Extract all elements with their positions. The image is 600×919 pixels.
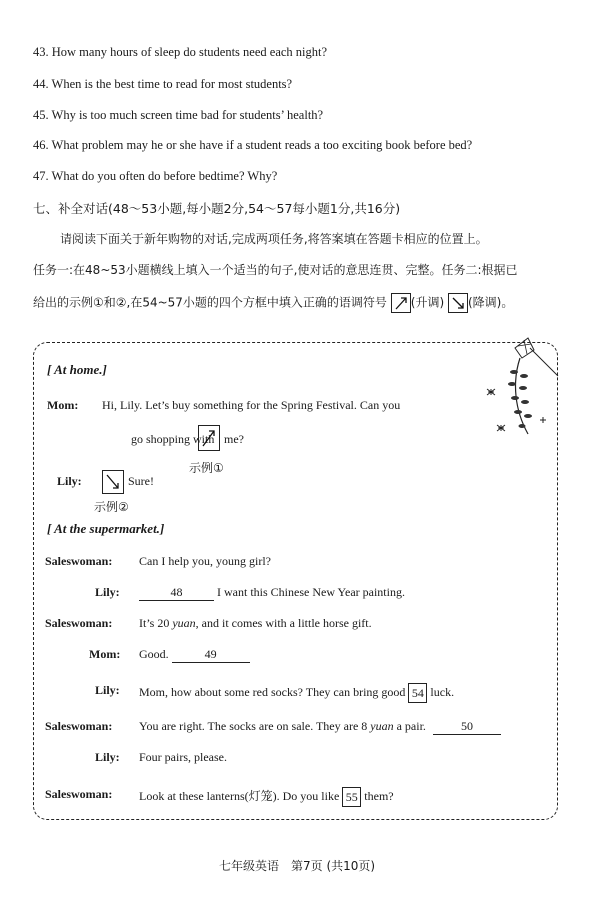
mom-line-3: Good. 49 xyxy=(139,647,250,663)
lily-sure: Sure! xyxy=(128,474,154,488)
example-rising-box xyxy=(198,425,220,451)
blank-50[interactable]: 50 xyxy=(433,719,501,735)
example-falling-box xyxy=(102,470,124,494)
question-44: 44. When is the best time to read for most students? xyxy=(33,77,293,91)
section-instruction-2: 任务一:在48~53小题横线上填入一个适当的句子,使对话的意思连贯、完整。任务二:根据已 xyxy=(33,263,518,277)
saleswoman-line-3: You are right. The socks are on sale. They are 8 yuan a pair. 50 xyxy=(139,719,501,735)
section-instruction-3: 给出的示例①和②,在54~57小题的四个方框中填入正确的语调符号 (升调) (降调)。 xyxy=(33,293,513,313)
speaker-saleswoman: Saleswoman: xyxy=(45,719,113,733)
mom-line-2: go shopping with xyxy=(131,432,215,446)
tone-box-54[interactable]: 54 xyxy=(408,683,427,703)
question-47: 47. What do you often do before bedtime? Why? xyxy=(33,169,278,183)
falling-tone-icon xyxy=(448,293,468,313)
section-title: 七、补全对话(48～53小题,每小题2分,54～57每小题1分,共16分) xyxy=(33,201,401,216)
mom-line-2-end: me? xyxy=(224,432,244,446)
rising-tone-icon xyxy=(199,426,219,450)
example-2-label: 示例② xyxy=(94,500,129,514)
speaker-lily: Lily: xyxy=(57,474,82,488)
saleswoman-line-2: It’s 20 yuan, and it comes with a little horse gift. xyxy=(139,616,372,630)
speaker-lily: Lily: xyxy=(95,585,120,599)
speaker-saleswoman: Saleswoman: xyxy=(45,554,113,568)
lily-line-3: Four pairs, please. xyxy=(139,750,227,764)
example-1-label: 示例① xyxy=(189,461,224,475)
saleswoman-line-4: Look at these lanterns(灯笼). Do you like 55 them? xyxy=(139,787,394,807)
page-footer: 七年级英语 第7页 (共10页) xyxy=(219,859,376,873)
section-instruction-1: 请阅读下面关于新年购物的对话,完成两项任务,将答案填在答题卡相应的位置上。 xyxy=(60,232,488,246)
speaker-saleswoman: Saleswoman: xyxy=(45,616,113,630)
question-45: 45. Why is too much screen time bad for students’ health? xyxy=(33,108,324,122)
speaker-mom: Mom: xyxy=(89,647,121,661)
saleswoman-line-1: Can I help you, young girl? xyxy=(139,554,271,568)
rising-tone-icon xyxy=(391,293,411,313)
scene-at-home: [ At home.] xyxy=(47,362,107,377)
lily-line-1: 48 I want this Chinese New Year painting. xyxy=(139,585,405,601)
speaker-saleswoman: Saleswoman: xyxy=(45,787,113,801)
tone-box-55[interactable]: 55 xyxy=(342,787,361,807)
lily-line-2: Mom, how about some red socks? They can bring good 54 luck. xyxy=(139,683,454,703)
blank-49[interactable]: 49 xyxy=(172,647,250,663)
scene-at-supermarket: [ At the supermarket.] xyxy=(47,521,165,536)
firecracker-decoration-icon xyxy=(470,336,560,446)
question-46: 46. What problem may he or she have if a student reads a too exciting book before bed? xyxy=(33,138,473,152)
speaker-mom: Mom: xyxy=(47,398,79,412)
blank-48[interactable]: 48 xyxy=(139,585,214,601)
mom-line-1: Hi, Lily. Let’s buy something for the Spring Festival. Can you xyxy=(102,398,401,412)
speaker-lily: Lily: xyxy=(95,750,120,764)
falling-tone-icon xyxy=(103,471,123,493)
speaker-lily: Lily: xyxy=(95,683,120,697)
question-43: 43. How many hours of sleep do students need each night? xyxy=(33,45,328,59)
